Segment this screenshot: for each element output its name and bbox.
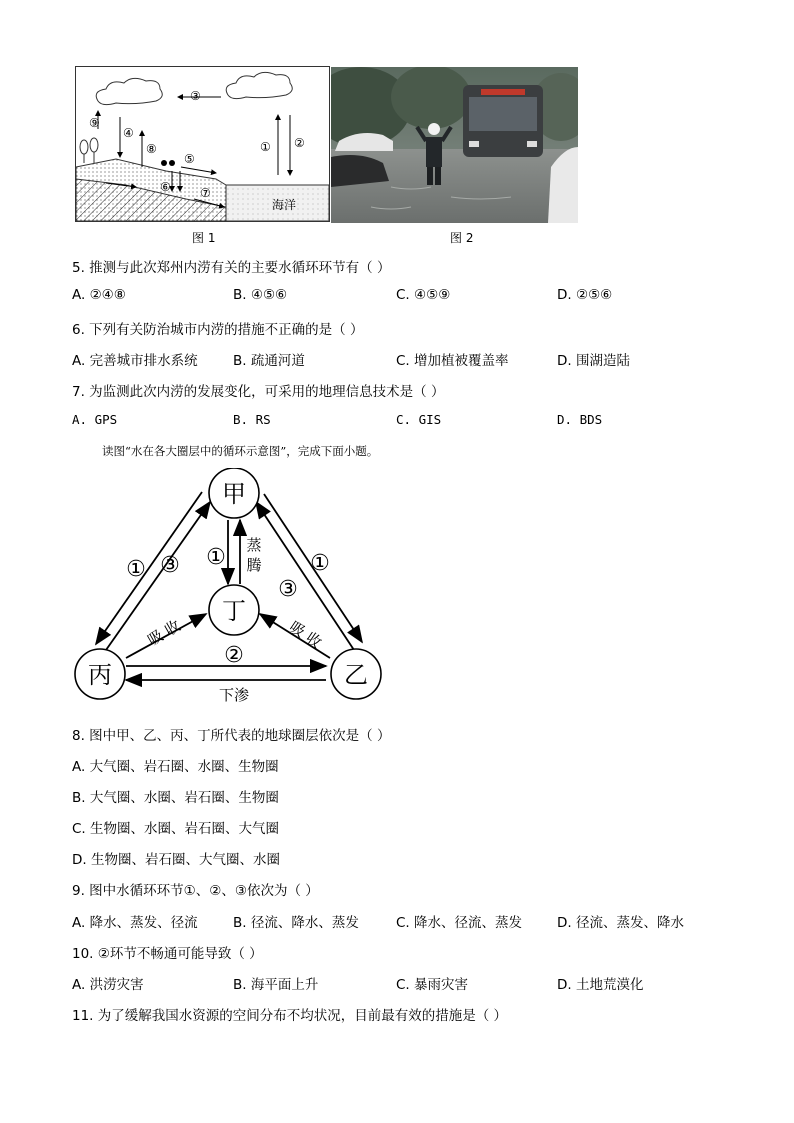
node-left-label: 丙	[88, 661, 112, 689]
marker-3: ③	[190, 89, 201, 103]
label-evaporation-2: 腾	[246, 556, 262, 574]
question-5-stem: 5. 推测与此次郑州内涝有关的主要水循环环节有（ ）	[72, 260, 391, 276]
sphere-cycle-drawing	[70, 468, 390, 702]
question-6-option-b[interactable]: B. 疏通河道	[233, 353, 305, 369]
question-5-option-d[interactable]: D. ②⑤⑥	[557, 287, 613, 303]
marker-7: ⑦	[200, 186, 211, 200]
question-6-option-c[interactable]: C. 增加植被覆盖率	[396, 353, 509, 369]
question-11-stem: 11. 为了缓解我国水资源的空间分布不均状况，目前最有效的措施是（ ）	[72, 1008, 508, 1024]
question-5-option-c[interactable]: C. ④⑤⑨	[396, 287, 451, 303]
sea-label: 海洋	[272, 198, 297, 212]
question-9-option-d[interactable]: D. 径流、蒸发、降水	[557, 915, 684, 931]
question-8-option-b[interactable]: B. 大气圈、水圈、岩石圈、生物圈	[72, 790, 279, 806]
node-right-label: 乙	[344, 661, 368, 689]
label-left-outer: ①	[126, 557, 146, 582]
reading-instruction: 读图“水在各大圈层中的循环示意图”，完成下面小题。	[102, 444, 379, 458]
question-7-option-a[interactable]: A. GPS	[72, 412, 118, 427]
marker-6: ⑥	[160, 180, 171, 194]
figure-2-caption: 图 2	[450, 231, 474, 245]
figure-1-caption: 图 1	[192, 231, 216, 245]
sphere-cycle-diagram	[70, 468, 390, 702]
marker-9: ⑨	[89, 116, 100, 130]
question-6-option-a[interactable]: A. 完善城市排水系统	[72, 353, 198, 369]
question-6-stem: 6. 下列有关防治城市内涝的措施不正确的是（ ）	[72, 322, 364, 338]
flood-photo-drawing	[331, 67, 578, 223]
question-7-stem: 7. 为监测此次内涝的发展变化，可采用的地理信息技术是（ ）	[72, 384, 445, 400]
question-8-option-a[interactable]: A. 大气圈、岩石圈、水圈、生物圈	[72, 759, 279, 775]
marker-2: ②	[294, 136, 305, 150]
question-8-stem: 8. 图中甲、乙、丙、丁所代表的地球圈层依次是（ ）	[72, 728, 391, 744]
node-top-label: 甲	[222, 480, 246, 508]
question-9-option-b[interactable]: B. 径流、降水、蒸发	[233, 915, 359, 931]
question-9-option-c[interactable]: C. 降水、径流、蒸发	[396, 915, 523, 931]
question-7-option-d[interactable]: D. BDS	[557, 412, 603, 427]
label-left-inner: ③	[160, 553, 180, 578]
label-left-absorb: 吸 收	[144, 616, 184, 650]
figure-1-drawing	[76, 67, 329, 221]
question-8-option-d[interactable]: D. 生物圈、岩石圈、大气圈、水圈	[72, 852, 280, 868]
question-9-stem: 9. 图中水循环环节①、②、③依次为（ ）	[72, 883, 319, 899]
question-10-option-a[interactable]: A. 洪涝灾害	[72, 977, 144, 993]
question-10-option-b[interactable]: B. 海平面上升	[233, 977, 319, 993]
marker-4: ④	[123, 126, 134, 140]
question-10-option-d[interactable]: D. 土地荒漠化	[557, 977, 644, 993]
label-bottom-bottom: 下渗	[218, 686, 250, 702]
marker-5: ⑤	[184, 152, 195, 166]
figure-2-flood-photo	[331, 67, 578, 223]
question-10-option-c[interactable]: C. 暴雨灾害	[396, 977, 469, 993]
label-right-inner: ③	[278, 577, 298, 602]
marker-8: ⑧	[146, 142, 157, 156]
question-9-option-a[interactable]: A. 降水、蒸发、径流	[72, 915, 198, 931]
question-6-option-d[interactable]: D. 围湖造陆	[557, 353, 630, 369]
figure-1-water-cycle	[75, 66, 330, 222]
label-right-outer: ①	[310, 551, 330, 576]
question-10-stem: 10. ②环节不畅通可能导致（ ）	[72, 946, 263, 962]
label-center-arrow: ①	[206, 545, 226, 570]
question-7-option-c[interactable]: C. GIS	[396, 412, 442, 427]
label-evaporation-1: 蒸	[246, 536, 262, 554]
question-8-option-c[interactable]: C. 生物圈、水圈、岩石圈、大气圈	[72, 821, 280, 837]
question-5-option-b[interactable]: B. ④⑤⑥	[233, 287, 288, 303]
question-7-option-b[interactable]: B. RS	[233, 412, 271, 427]
label-bottom-top: ②	[224, 643, 244, 668]
node-center-label: 丁	[222, 597, 246, 625]
question-5-option-a[interactable]: A. ②④⑧	[72, 287, 126, 303]
label-right-absorb: 吸 收	[285, 617, 325, 653]
marker-1: ①	[260, 140, 271, 154]
